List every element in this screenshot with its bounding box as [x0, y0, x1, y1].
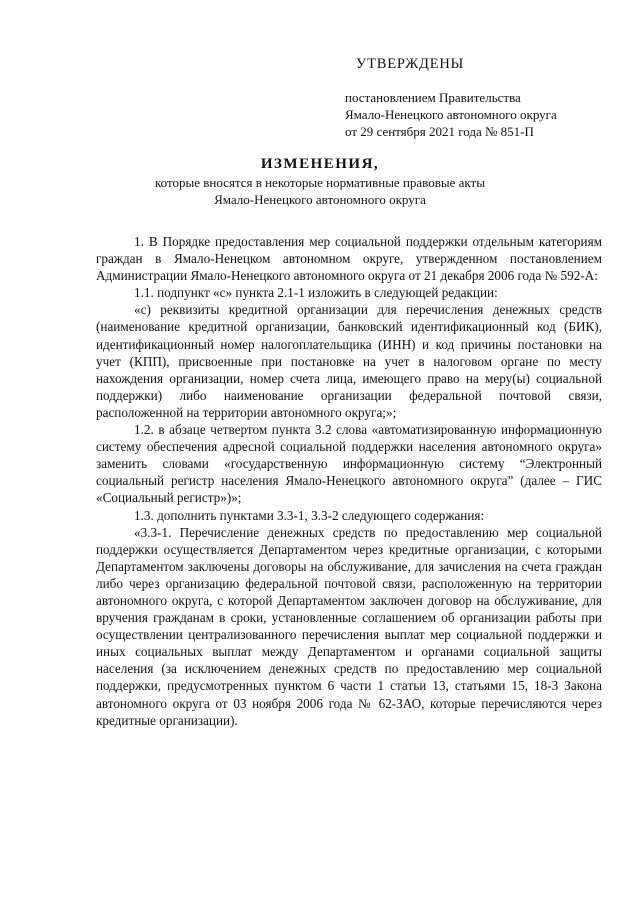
- document-heading: [0, 155, 640, 208]
- paragraph-1-3: 1.3. дополнить пунктами 3.3-1, 3.3-2 следующего содержания:: [134, 507, 485, 523]
- document-subtitle-line: которые вносятся в некоторые нормативные правовые акты: [155, 175, 485, 190]
- decree-reference: [345, 89, 557, 140]
- decree-line: постановлением Правительства: [345, 90, 521, 105]
- approved-stamp: УТВЕРЖДЕНЫ: [356, 56, 465, 72]
- document-subtitle-line: Ямало-Ненецкого автономного округа: [214, 192, 426, 207]
- document-body: [96, 233, 602, 729]
- paragraph-1-1-text: «с) реквизиты кредитной организации для перечисления денежных средств (наименование кредитной организации, банковский идентификационный код (БИК), идентификационный номер налогоплательщика (ИНН) и код причины постановки на учет (КПП), присвоенные при постановке на учет в налоговом органе по месту нахождения организации, номер счета лица, имеющего право на меру(ы) социальной поддержки) либо наименование организации федеральной почтовой связи, расположенной на территории автономного округа;»;: [96, 302, 602, 420]
- paragraph-1: 1. В Порядке предоставления мер социальной поддержки отдельным категориям граждан в Ямало-Ненецком автономном округе, утвержденном постановлением Администрации Ямало-Ненецкого автономного округа от 21 декабря 2006 года № 592-А:: [96, 234, 602, 284]
- decree-line: Ямало-Ненецкого автономного округа: [345, 107, 557, 122]
- paragraph-1-1: 1.1. подпункт «с» пункта 2.1-1 изложить в следующей редакции:: [134, 285, 498, 301]
- paragraph-3-3-1: «3.3-1. Перечисление денежных средств по предоставлению мер социальной поддержки осуществляется Департаментом через кредитные организации, с которыми Департаментом заключены договоры на обслуживание, для зачисления на счета граждан либо через организацию федеральной почтовой связи, расположенную на территории автономного округа, с которой Департаментом заключен договор на обслуживание, для вручения гражданам в сроки, установленные соглашением об организации работы при осуществлении централизованного перечисления выплат мер социальной поддержки и иных социальных выплат между Департаментом и органами социальной защиты населения (за исключением денежных средств по предоставлению мер социальной поддержки, предусмотренных пунктом 6 части 1 статьи 13, статьями 15, 18-3 Закона автономного округа от 03 ноября 2006 года № 62-ЗАО, которые перечисляются через кредитные организации).: [96, 524, 602, 728]
- decree-line: от 29 сентября 2021 года № 851-П: [345, 124, 534, 139]
- paragraph-1-2: 1.2. в абзаце четвертом пункта 3.2 слова «автоматизированную информационную систему обеспечения адресной социальной поддержки населения автономного округа» заменить словами «государственную информационную систему “Электронный социальный регистр населения Ямало-Ненецкого автономного округа” (далее – ГИС «Социальный регистр»)»;: [96, 422, 602, 506]
- document-title: ИЗМЕНЕНИЯ,: [260, 156, 380, 172]
